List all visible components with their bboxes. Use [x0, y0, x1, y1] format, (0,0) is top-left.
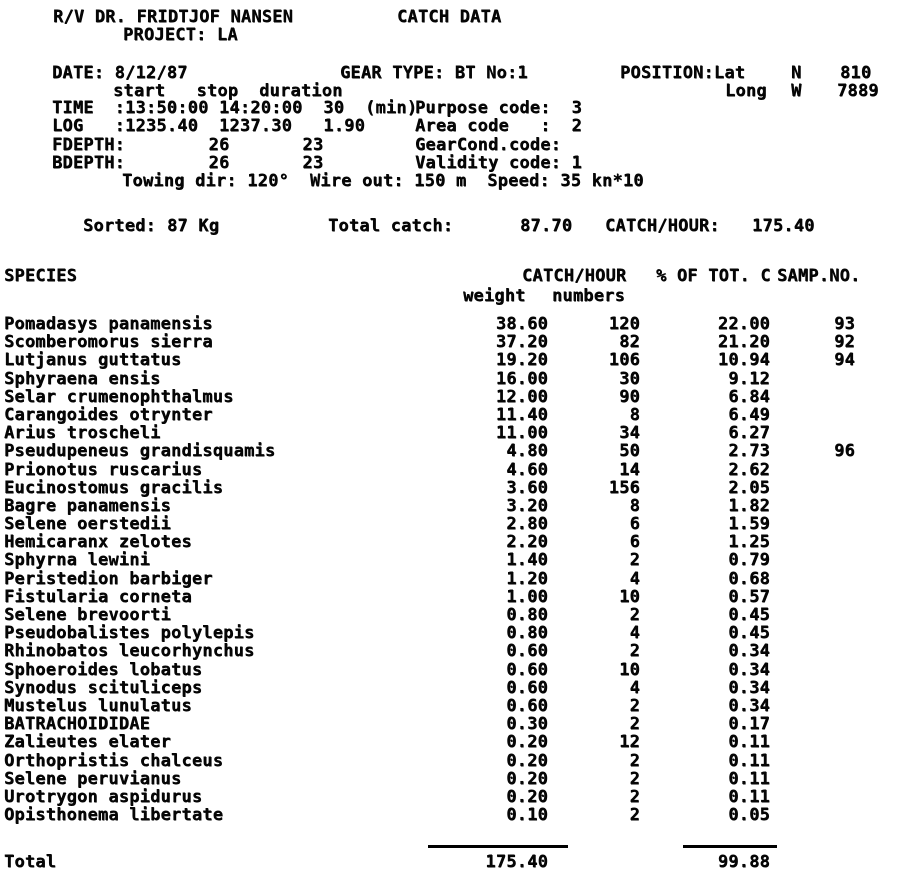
pct-value: 2.73: [728, 441, 770, 462]
fdepth-row: FDEPTH: 26 23: [52, 135, 324, 155]
weight-value: 4.80: [506, 441, 548, 462]
species-name: Selene brevoorti: [4, 605, 171, 625]
vessel-name: R/V DR. FRIDTJOF NANSEN: [53, 7, 294, 27]
species-name: Hemicaranx zelotes: [4, 532, 192, 553]
species-row: [0, 551, 900, 569]
weight-value: 16.00: [495, 368, 548, 389]
numbers-value: 2: [629, 786, 640, 807]
pct-value: 0.05: [728, 805, 770, 826]
species-row: [0, 533, 900, 551]
numbers-value: 6: [629, 532, 640, 553]
numbers-value: 10: [619, 659, 640, 680]
weight-value: 0.80: [506, 623, 548, 644]
numbers-value: 2: [629, 768, 640, 789]
pct-tot-column-header: % OF TOT. C: [656, 266, 771, 286]
samp-value: 92: [834, 332, 855, 353]
numbers-value: 8: [629, 495, 640, 516]
species-row: [0, 733, 900, 751]
weight-value: 11.00: [495, 423, 548, 444]
species-rows: [0, 315, 900, 824]
weight-value: 0.20: [506, 768, 548, 789]
long-label: Long: [725, 81, 767, 101]
numbers-subheader: numbers: [552, 286, 626, 306]
gear-type-field: GEAR TYPE: BT No:1: [340, 63, 528, 83]
weight-total-rule: [428, 845, 568, 848]
species-row: [0, 333, 900, 351]
weight-value: 0.60: [506, 659, 548, 680]
weight-value: 0.20: [506, 786, 548, 807]
pct-value: 6.84: [728, 386, 770, 407]
species-row: [0, 752, 900, 770]
gearcond-code-field: GearCond.code:: [415, 135, 562, 155]
species-row: [0, 424, 900, 442]
pct-value: 0.68: [728, 568, 770, 589]
pct-value: 10.94: [717, 350, 770, 371]
weight-value: 12.00: [495, 386, 548, 407]
pct-value: 1.59: [728, 514, 770, 535]
numbers-value: 2: [629, 550, 640, 571]
species-row: [0, 461, 900, 479]
species-row: [0, 388, 900, 406]
weight-value: 3.60: [506, 477, 548, 498]
numbers-value: 156: [608, 477, 640, 498]
weight-value: 0.60: [506, 695, 548, 716]
report-title: CATCH DATA: [397, 7, 502, 27]
project-label: PROJECT: LA: [123, 25, 238, 45]
pct-value: 6.27: [728, 423, 770, 444]
total-weight-value: 175.40: [485, 852, 548, 872]
weight-value: 1.00: [506, 586, 548, 607]
species-name: Sphyraena ensis: [4, 368, 161, 389]
pct-value: 0.11: [728, 750, 770, 771]
purpose-code-field: Purpose code: 3: [415, 98, 582, 118]
weight-value: 0.10: [506, 805, 548, 826]
species-row: [0, 351, 900, 369]
weight-value: 38.60: [495, 314, 548, 334]
position-lat-label: POSITION:Lat: [620, 63, 746, 83]
species-name: Sphoeroides lobatus: [4, 659, 203, 680]
weight-value: 3.20: [506, 495, 548, 516]
species-name: Pomadasys panamensis: [4, 314, 213, 334]
numbers-value: 10: [619, 586, 640, 607]
species-name: Selene oerstedii: [4, 514, 171, 535]
species-name: Selene peruvianus: [4, 768, 182, 789]
weight-subheader: weight: [463, 286, 526, 306]
pct-value: 0.79: [728, 550, 770, 571]
species-name: Pseudobalistes polylepis: [4, 623, 255, 644]
total-label: Total: [4, 852, 57, 872]
time-row: TIME :13:50:00 14:20:00 30 (min): [52, 98, 418, 118]
date-field: DATE: 8/12/87: [52, 63, 188, 83]
bdepth-row: BDEPTH: 26 23: [52, 153, 324, 173]
numbers-value: 2: [629, 605, 640, 625]
numbers-value: 4: [629, 568, 640, 589]
species-row: [0, 642, 900, 660]
catch-hour-column-header: CATCH/HOUR: [522, 266, 627, 286]
weight-value: 0.30: [506, 714, 548, 735]
area-code-field: Area code : 2: [415, 116, 582, 136]
pct-value: 0.34: [728, 695, 770, 716]
pct-value: 0.11: [728, 768, 770, 789]
species-row: [0, 770, 900, 788]
pct-total-rule: [683, 845, 777, 848]
species-name: Scomberomorus sierra: [4, 332, 213, 353]
pct-value: 0.34: [728, 677, 770, 698]
species-name: Prionotus ruscarius: [4, 459, 203, 480]
catch-hour-value: 175.40: [752, 216, 815, 236]
species-name: Selar crumenophthalmus: [4, 386, 234, 407]
species-name: BATRACHOIDIDAE: [4, 714, 151, 735]
numbers-value: 14: [619, 459, 640, 480]
sorted-value: 87 Kg: [167, 216, 220, 236]
numbers-value: 12: [619, 732, 640, 753]
weight-value: 1.20: [506, 568, 548, 589]
lat-hemisphere: N: [791, 63, 802, 83]
species-column-header: SPECIES: [4, 266, 78, 286]
weight-value: 0.60: [506, 677, 548, 698]
weight-value: 0.60: [506, 641, 548, 662]
towing-row: Towing dir: 120° Wire out: 150 m Speed: 35 kn*10: [122, 171, 644, 191]
numbers-value: 106: [608, 350, 640, 371]
samp-value: 94: [834, 350, 855, 371]
numbers-value: 120: [608, 314, 640, 334]
numbers-value: 2: [629, 750, 640, 771]
weight-value: 1.40: [506, 550, 548, 571]
pct-value: 2.05: [728, 477, 770, 498]
species-row: [0, 515, 900, 533]
weight-value: 2.20: [506, 532, 548, 553]
species-row: [0, 679, 900, 697]
weight-value: 4.60: [506, 459, 548, 480]
pct-value: 22.00: [717, 314, 770, 334]
pct-value: 0.57: [728, 586, 770, 607]
pct-value: 1.25: [728, 532, 770, 553]
species-row: [0, 806, 900, 824]
species-name: Eucinostomus gracilis: [4, 477, 224, 498]
numbers-value: 2: [629, 641, 640, 662]
numbers-value: 50: [619, 441, 640, 462]
pct-value: 21.20: [717, 332, 770, 353]
species-name: Lutjanus guttatus: [4, 350, 182, 371]
weight-value: 2.80: [506, 514, 548, 535]
species-name: Peristedion barbiger: [4, 568, 213, 589]
species-name: Rhinobatos leucorhynchus: [4, 641, 255, 662]
lat-value: 810: [840, 63, 872, 83]
samp-value: 93: [834, 314, 855, 334]
log-row: LOG :1235.40 1237.30 1.90: [52, 116, 366, 136]
numbers-value: 8: [629, 404, 640, 425]
long-hemisphere: W: [791, 81, 802, 101]
pct-value: 0.45: [728, 605, 770, 625]
species-name: Bagre panamensis: [4, 495, 171, 516]
species-row: [0, 697, 900, 715]
samp-value: 96: [834, 441, 855, 462]
species-name: Opisthonema libertate: [4, 805, 224, 826]
numbers-value: 4: [629, 677, 640, 698]
pct-value: 0.34: [728, 641, 770, 662]
species-name: Sphyrna lewini: [4, 550, 151, 571]
numbers-value: 6: [629, 514, 640, 535]
species-name: Fistularia corneta: [4, 586, 192, 607]
catch-hour-label: CATCH/HOUR:: [605, 216, 720, 236]
numbers-value: 4: [629, 623, 640, 644]
species-name: Synodus scituliceps: [4, 677, 203, 698]
numbers-value: 82: [619, 332, 640, 353]
numbers-value: 90: [619, 386, 640, 407]
species-row: [0, 661, 900, 679]
species-name: Orthopristis chalceus: [4, 750, 224, 771]
species-row: [0, 497, 900, 515]
numbers-value: 2: [629, 695, 640, 716]
species-name: Arius troscheli: [4, 423, 161, 444]
numbers-value: 34: [619, 423, 640, 444]
species-row: [0, 624, 900, 642]
total-catch-value: 87.70: [520, 216, 573, 236]
species-row: [0, 406, 900, 424]
species-row: [0, 588, 900, 606]
species-name: Urotrygon aspidurus: [4, 786, 203, 807]
numbers-value: 2: [629, 805, 640, 826]
pct-value: 0.11: [728, 732, 770, 753]
pct-value: 0.45: [728, 623, 770, 644]
species-row: [0, 479, 900, 497]
total-pct-value: 99.88: [717, 852, 770, 872]
numbers-value: 2: [629, 714, 640, 735]
validity-code-field: Validity code: 1: [415, 153, 582, 173]
species-name: Pseudupeneus grandisquamis: [4, 441, 276, 462]
samp-no-column-header: SAMP.NO.: [777, 266, 861, 286]
sorted-label: Sorted:: [83, 216, 157, 236]
weight-value: 0.20: [506, 732, 548, 753]
species-row: [0, 788, 900, 806]
species-row: [0, 606, 900, 624]
long-value: 7889: [837, 81, 879, 101]
species-row: [0, 570, 900, 588]
species-row: [0, 442, 900, 460]
pct-value: 0.17: [728, 714, 770, 735]
weight-value: 0.80: [506, 605, 548, 625]
pct-value: 2.62: [728, 459, 770, 480]
start-stop-duration-header: start stop duration: [113, 81, 343, 101]
weight-value: 19.20: [495, 350, 548, 371]
pct-value: 1.82: [728, 495, 770, 516]
pct-value: 9.12: [728, 368, 770, 389]
weight-value: 37.20: [495, 332, 548, 353]
species-row: [0, 370, 900, 388]
species-row: [0, 715, 900, 733]
species-name: Carangoides otrynter: [4, 404, 213, 425]
pct-value: 0.11: [728, 786, 770, 807]
pct-value: 6.49: [728, 404, 770, 425]
pct-value: 0.34: [728, 659, 770, 680]
species-name: Mustelus lunulatus: [4, 695, 192, 716]
weight-value: 0.20: [506, 750, 548, 771]
total-catch-label: Total catch:: [328, 216, 454, 236]
species-row: [0, 315, 900, 333]
weight-value: 11.40: [495, 404, 548, 425]
numbers-value: 30: [619, 368, 640, 389]
species-name: Zalieutes elater: [4, 732, 171, 753]
